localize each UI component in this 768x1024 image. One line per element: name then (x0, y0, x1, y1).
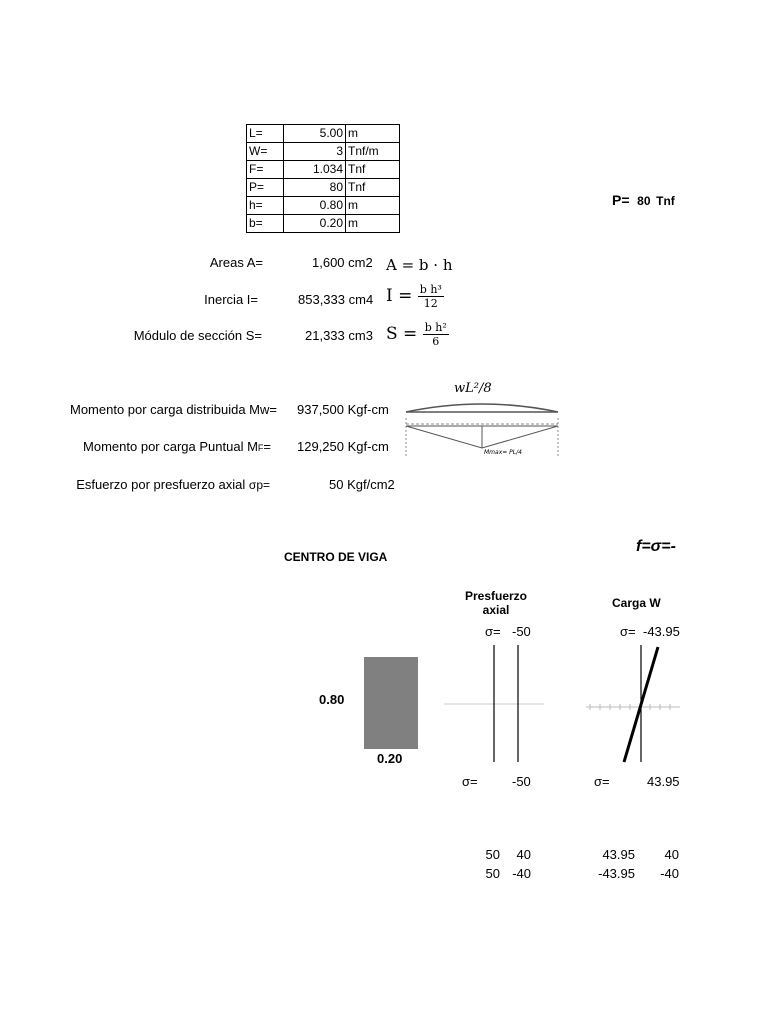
table-row (247, 125, 400, 143)
carga-title: Carga W (612, 596, 661, 610)
section-height-label: 0.80 (319, 692, 345, 707)
parabolic-moment-curve (406, 404, 558, 412)
area-formula: A = b · h (386, 256, 453, 274)
sp-label-sigma: σp= (248, 478, 270, 492)
param-key: h= (247, 197, 284, 215)
inertia-formula-lhs: I = (386, 286, 413, 306)
carga-top-sigma-label: σ= (620, 624, 636, 639)
param-key: b= (247, 215, 284, 233)
mf-label (83, 439, 271, 454)
carga-row-2-b: -40 (660, 866, 679, 881)
moment-diagram (402, 378, 562, 460)
table-row (247, 161, 400, 179)
presfuerzo-stress-diagram (444, 645, 546, 765)
area-number: 1,600 (312, 255, 345, 270)
param-value: 0.20 (284, 215, 346, 233)
modulus-unit: cm3 (348, 328, 373, 343)
param-unit: Tnf (346, 179, 400, 197)
p-display-unit: Tnf (656, 194, 675, 208)
sp-label-text: Esfuerzo por presfuerzo axial (76, 477, 249, 492)
param-key: L= (247, 125, 284, 143)
inertia-unit: cm4 (348, 292, 374, 307)
presfuerzo-bottom-value: -50 (512, 774, 531, 789)
modulus-number: 21,333 (305, 328, 345, 343)
table-row (247, 197, 400, 215)
area-value (312, 255, 373, 270)
modulus-label: Módulo de sección S= (133, 328, 262, 343)
presfuerzo-title-line2: axial (482, 603, 510, 617)
sp-label (76, 477, 270, 492)
area-unit: cm2 (348, 255, 373, 270)
carga-row-1-b: 40 (664, 847, 679, 862)
mw-unit: Kgf-cm (347, 402, 389, 417)
param-value: 0.80 (284, 197, 346, 215)
modulus-formula-lhs: S = (386, 324, 418, 344)
carga-stress-diagram (586, 645, 682, 765)
mf-label-end: = (263, 439, 271, 454)
carga-row-2-a: -43.95 (598, 866, 635, 881)
beam-section-rect (364, 657, 418, 749)
sp-value (329, 477, 395, 492)
modulus-numerator: b h² (424, 321, 447, 334)
carga-bottom-sigma-label: σ= (594, 774, 610, 789)
inertia-number: 853,333 (298, 292, 345, 307)
param-unit: m (346, 125, 400, 143)
inertia-fraction (418, 283, 444, 310)
modulus-fraction (423, 321, 449, 348)
presfuerzo-row-2-a: 50 (485, 866, 500, 881)
carga-top-value: -43.95 (643, 624, 680, 639)
param-value: 5.00 (284, 125, 346, 143)
presfuerzo-row-1-b: 40 (516, 847, 531, 862)
sp-unit: Kgf/cm2 (347, 477, 395, 492)
modulus-denominator: 6 (432, 335, 440, 348)
inertia-formula (386, 283, 444, 310)
presfuerzo-top-value: -50 (512, 624, 531, 639)
table-row (247, 179, 400, 197)
param-unit: Tnf (346, 161, 400, 179)
inertia-label: Inercia I= (204, 292, 258, 307)
params-table (246, 124, 400, 233)
mf-label-text: Momento por carga Puntual M (83, 439, 258, 454)
modulus-value (305, 328, 373, 343)
presfuerzo-row-2-b: -40 (512, 866, 531, 881)
param-unit: m (346, 197, 400, 215)
section-width-label: 0.20 (377, 751, 403, 766)
mw-label: Momento por carga distribuida Mw= (69, 402, 277, 417)
mf-value (297, 439, 389, 454)
table-row (247, 143, 400, 161)
param-value: 3 (284, 143, 346, 161)
param-key: P= (247, 179, 284, 197)
presfuerzo-row-1-a: 50 (485, 847, 500, 862)
param-value: 80 (284, 179, 346, 197)
param-key: W= (247, 143, 284, 161)
mw-value (297, 402, 389, 417)
presfuerzo-top-sigma-label: σ= (485, 624, 501, 639)
stress-formula: f=σ=- (636, 538, 676, 555)
section-title: CENTRO DE VIGA (284, 550, 388, 564)
inertia-denominator: 12 (423, 297, 438, 310)
modulus-formula (386, 321, 449, 348)
mmax-label: Mmax= PL/4 (484, 449, 522, 456)
carga-bottom-value: 43.95 (647, 774, 680, 789)
mf-number: 129,250 (297, 439, 344, 454)
param-unit: Tnf/m (346, 143, 400, 161)
presfuerzo-bottom-sigma-label: σ= (462, 774, 478, 789)
param-value: 1.034 (284, 161, 346, 179)
param-unit: m (346, 215, 400, 233)
mw-number: 937,500 (297, 402, 344, 417)
sp-number: 50 (329, 477, 344, 492)
wl2-8-label: wL²/8 (454, 381, 492, 396)
inertia-numerator: b h³ (419, 283, 442, 296)
carga-row-1-a: 43.95 (602, 847, 635, 862)
mf-label-sub: F (257, 443, 264, 453)
presfuerzo-title (458, 589, 534, 617)
param-key: F= (247, 161, 284, 179)
p-display-label: P= (612, 192, 630, 208)
mf-unit: Kgf-cm (347, 439, 389, 454)
p-display (612, 192, 675, 208)
area-label: Areas A= (209, 255, 263, 270)
presfuerzo-title-line1: Presfuerzo (464, 589, 528, 603)
inertia-value (298, 292, 373, 307)
table-row (247, 215, 400, 233)
p-display-value: 80 (637, 194, 651, 208)
